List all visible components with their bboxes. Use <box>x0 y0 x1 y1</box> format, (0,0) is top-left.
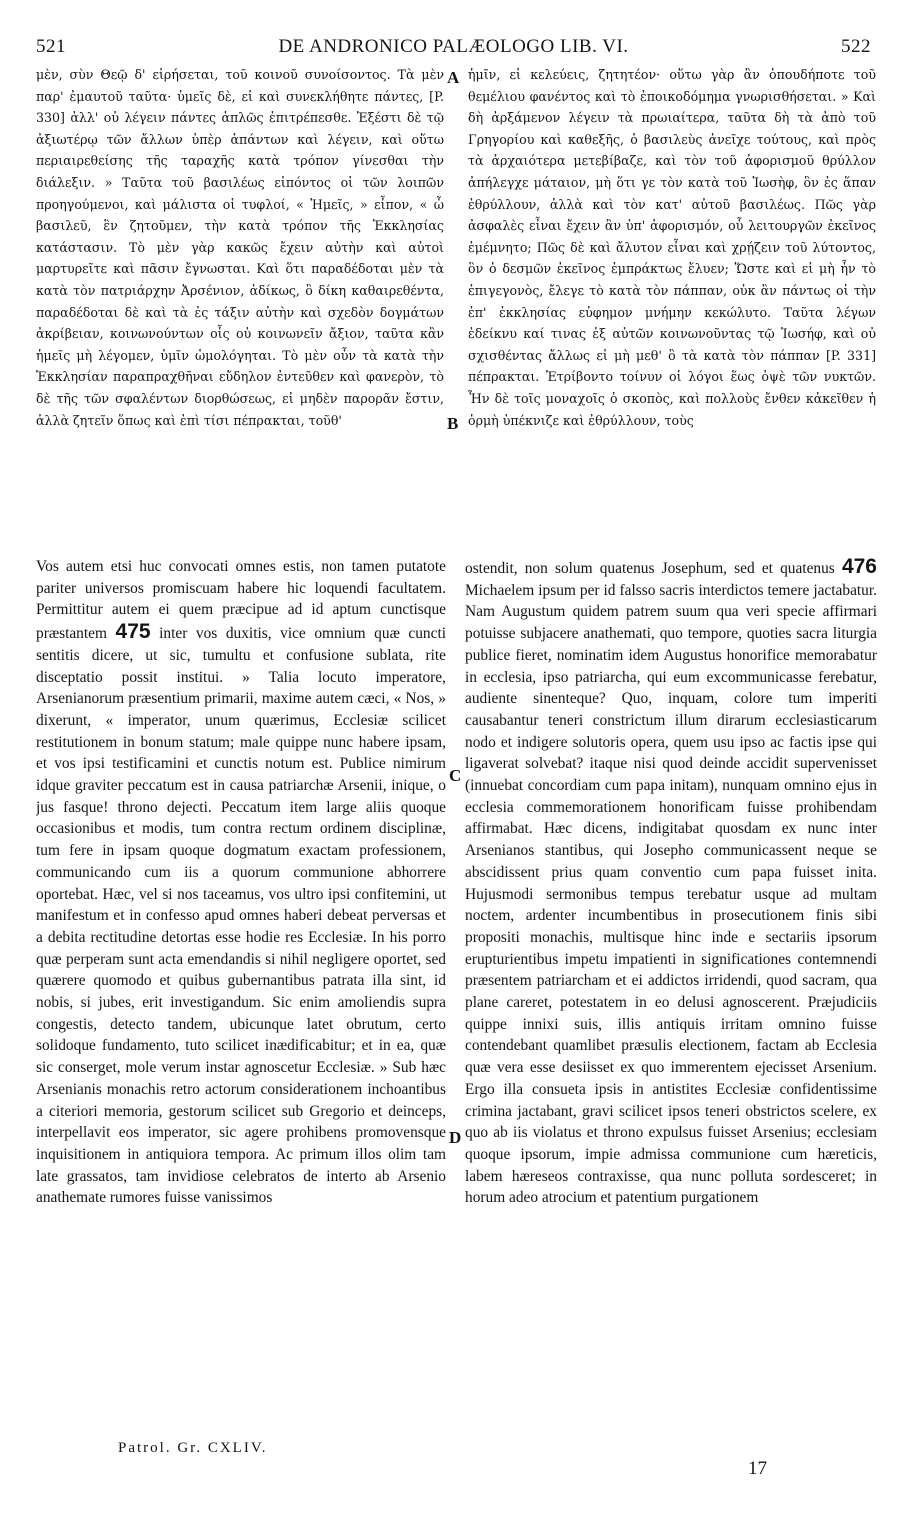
latin-paragraph-right <box>465 556 877 1209</box>
column-number-476: 476 <box>841 556 877 578</box>
latin-text-left-b: inter vos duxitis, vice omnium quæ cuncti sentitis dicere, ut sic, tumultu et confusione sublata, rite disceptatio possit institui. » Talia locuto imperatore, Arsenianorum præsentium primarii, maxime autem cæci, « Nos, » dixerunt, « imperator, unum quærimus, Ecclesiæ scilicet restitutionem in bonum statum; male quippe nunc habere ipsam, et vos ipsi testificamini et cunctis notum est. Publice nimirum idque graviter peccatum est in causa patriarchæ Arsenii, inique, o jus fasque! throno dejecti. Peccatum item large aliis quoque occasionibus et modis, tum contra rectum ordinem disciplinæ, tum fere in ipsam quoque dogmatum exactam professionem, communicando cum iis a quorum communione abhorrere oportebat. Hæc, vel si nos taceamus, vos ultro ipsi confitemini, ut manifestum et in confesso apud omnes haberi debeat perversas et a debita rectitudine detortas esse hodie res Ecclesiæ. In his porro quæ perperam sunt acta emendandis si nihil negligere oportet, sed quærere quomodo et quibus gubernantibus patrata illa sint, id nobis, si jubes, erit investigandum. Sic enim amoliendis supra congestis, detecto tandem, ubicunque latet obrutum, certo solidoque fundamento, tuto scilicet inædificabitur; et in ea, quæ sic conserget, mole verum instar agnoscetur Ecclesiæ. » Sub hæc Arsenianis monachis retro actorum considerationem inchoantibus a citeriori memoria, gestorum scilicet sub Gregorio et deinceps, interpellavit eos imperator, sic agere prohibens promovensque inquisitionem in antiquiora tempora. Ac primum illos olim tam late grassatos, tam invidiose celebratos de interto ab Arsenio anathemate rumores fuisse vanissimos <box>36 625 446 1207</box>
section-marker-d: D <box>449 1128 462 1147</box>
latin-text-right-a: ostendit, non solum quatenus Josephum, sed et quatenus <box>465 560 835 577</box>
latin-column-left <box>36 556 446 1440</box>
running-title: DE ANDRONICO PALÆOLOGO LIB. VI. <box>278 36 629 57</box>
greek-column-right <box>468 64 876 526</box>
footer-signature: Patrol. Gr. CXLIV. <box>118 1440 268 1456</box>
greek-column-left <box>36 64 444 526</box>
column-number-475: 475 <box>115 620 151 644</box>
latin-text-left-a: Vos autem etsi huc convocati omnes estis, non tamen putatote pariter universos promiscuam habere hic loquendi facultatem. Permittitur autem ei quem præcipue ad id aptum cunctisque præstantem <box>36 558 446 643</box>
latin-column-right <box>465 556 877 1440</box>
page-number-right: 522 <box>841 36 871 57</box>
running-header <box>36 36 871 62</box>
latin-paragraph-left <box>36 556 446 1209</box>
section-marker-b: B <box>447 414 459 433</box>
page-number-left: 521 <box>36 36 66 57</box>
section-marker-c: C <box>449 766 462 785</box>
latin-text-right-b: Michaelem ipsum per id falsso sacris interdictos temere jactabatur. Nam Augustum quidem patrem suum qua veri specie affirmari potuisse subjacere anathemati, quo tempore, quoties sacra liturgia publice fieret, nominatim idem Augustus honorifice memorabatur in ecclesia, ipso patriarcha, qui eum excommunicasse ferebatur, audiente sinenteque? Quo, inquam, colore tum imperiti causabantur teneri constrictum illum dirarum ecclesiasticarum nodo et indigere solutoris opera, quem usu ipso ac factis ipse qui ligaverat solvebat? itaque nisi quod deinde accidit supervenisset (innuebat concordiam cum papa initam), nunquam omnino ejus in ecclesia commemorationem honorificam fuisse prohibendam affirmabat. Hæc dicens, indigitabat quosdam ex nunc inter Arsenianos stantibus, qui Josepho communicassent neque se abscidissent prius quam conventio cum papa fuisset inita. Hujusmodi sermonibus tempus terebatur usque ad multam noctem, ardenter incumbentibus in prosecutionem finis sibi propositi monachis, multisque hinc inde e sectariis ipsorum erupturientibus impetu impatienti in significationes contemnendi præsentem patriarcham et ei addictos irridendi, quod sacram, qua plane careret, potestatem in eo delusi agnoscerent. Præjudiciis quippe innixi suis, illis antiquis irritam omnino fuisse contendebant quamlibet præsulis electionem, factam ab Ecclesia quæ vera esse desiisset ex quo immerentem ejecisset Arsenium. Ergo illa consueta ipsis in antistites Ecclesiæ confidentissime crimina jactabant, gravi scilicet ipsos teneri obstrictos scelere, ex quo ab iis violatus et throno expulsus fuisset Arsenius; ecclesiam quoque ipsorum, impie admissa communione cum hæreticis, labem hæreseos contraxisse, qua nunc polluta sordesceret; in horum adeo atrocium et patentium purgationem <box>465 581 877 1207</box>
greek-text-right: ἡμῖν, εἰ κελεύεις, ζητητέον· οὕτω γὰρ ἂν ὁπουδήποτε τοῦ θεμέλιου φανέντος καὶ τὸ ἐποικοδόμημα γνωρισθήσεται. » Καὶ δὴ ἀρξάμενον λέγειν τὰ πρωιαίτερα, ταῦτα δὴ τὰ ἀπὸ τοῦ Γρηγορίου καὶ καθεξῆς, ὁ βασιλεὺς ἀνεῖχε τούτους, καὶ πρὸς τὰ ἀρχαιότερα μετεβίβαζε, καὶ τὸν τοῦ ἀφορισμοῦ θρύλλον ἀπήλεγχε μάταιον, μὴ ὅτι γε τὸν κατὰ τοῦ Ἰωσὴφ, ὃν ἐς ἅπαν ἐθρύλλουν, ἀλλὰ καὶ τὸν κατ' αὐτοῦ βασιλέως. Πῶς γὰρ ἀσφαλὲς εἶναι ἔχειν ἂν ὑπ' ἀφορισμόν, οὗ λειτουργῶν ἐκεῖνος ἐμέμνητο; Πῶς δὲ καὶ ἄλυτον εἶναι καὶ χρῄζειν τοῦ λύτοντος, ὃν ὁ δεσμῶν ἐκεῖνος ἐμπράκτως ἔλυεν; Ὥστε καὶ εἰ μὴ ἦν τὸ ἐπιγεγονὸς, ἔλεγε τὸ κατὰ τὸν πάππαν, οὐκ ἂν πάντως οἱ τὴν ἐπ' ἐκκλησίας εὐφημον μνήμην κεκώλυτο. Ταῦτα λέγων ἐδείκνυ καί τινας ἐξ αὐτῶν κοινωνοῦντας τῷ Ἰωσήφ, καὶ οὐ σχισθέντας ἄλλως εἰ μὴ μεθ' ὃ τὰ κατὰ τὸν πάππαν [P. 331] πέπρακται. Ἐτρίβοντο τοίνυν οἱ λόγοι ἕως ὀψὲ τῶν νυκτῶν. Ἦν δὲ τοῖς μοναχοῖς ὁ σκοπὸς, καὶ πολλοὺς ἔνθεν κἀκεῖθεν ἡ ὁρμὴ ὑπέκνιζε καὶ ἐθρύλλουν, τοὺς <box>468 67 876 428</box>
footer-sheet-number: 17 <box>748 1458 767 1479</box>
section-marker-a: A <box>447 68 460 87</box>
greek-text-left: μὲν, σὺν Θεῷ δ' εἰρήσεται, τοῦ κοινοῦ συνοίσοντος. Τὰ μὲν παρ' ἐμαυτοῦ ταῦτα· ὑμεῖς δὲ, εἰ καὶ συνεκλήθητε πάντες, [P. 330] ἀλλ' οὐ λέγειν πάντες ἁπλῶς ἐπιτρέπεσθε. Ἐξέστι δὲ τῷ ἀξιωτέρῳ τῶν ἄλλων ὑπὲρ ἁπάντων καὶ λέγειν, καὶ οὕτω περιαιρεθείσης τῆς ταραχῆς κατὰ τρόπον γίνεσθαι τὴν διάλεξιν. » Ταῦτα τοῦ βασιλέως εἰπόντος οἱ τῶν λοιπῶν προηγούμενοι, καὶ μάλιστα οἱ τυφλοί, « Ἡμεῖς, » εἶπον, « ὦ βασιλεῦ, ἓν ζητοῦμεν, τὴν κατὰ τρόπον τῆς Ἐκκλησίας κατάστασιν. Τὸ μὲν γὰρ κακῶς ἔχειν αὐτὴν καὶ αὐτοὶ μαρτυρεῖτε καὶ πᾶσιν ἔγνωσται. Καὶ ὅτι παραδέδοται μὲν τὰ κατὰ τὸν πατριάρχην Ἀρσένιον, ἀδίκως, ὃ δίκη καθαιρεθέντα, παραδέδοται δὲ καὶ τὰ ἐς τάξιν αὐτὴν καὶ σχεδὸν δογμάτων ἀκρίβειαν, κοινωνούντων οἷς οὐ κοινωνεῖν ἄξιον, ταῦτα κἂν ἡμεῖς μὴ λέγομεν, ὑμῖν ὡμολόγηται. Τὸ μὲν οὖν τὰ κατὰ τὴν Ἐκκλησίαν παραπραχθῆναι εὔδηλον ἐντεῦθεν καὶ φανερὸν, τὸ δὲ τῆς τῶν σφαλέντων διορθώσεως, εἰ μηδὲν παρορᾶν ἔστιν, ἀλλὰ ζητεῖν ὅπως καὶ ἐπὶ τίσι πέπρακται, τοῦθ' <box>36 67 444 428</box>
